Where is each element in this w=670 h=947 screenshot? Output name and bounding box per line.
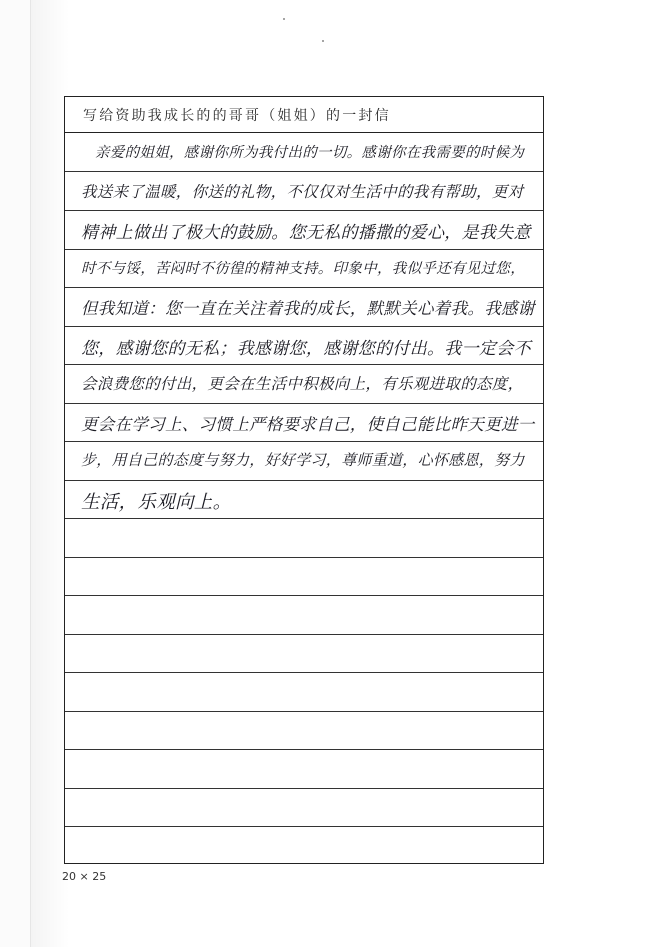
rule-line xyxy=(65,749,543,750)
letter-line: 生活，乐观向上。 xyxy=(81,492,232,513)
writing-grid xyxy=(64,96,544,864)
scan-speck xyxy=(322,40,324,42)
letter-line: 更会在学习上、习惯上严格要求自己，使自己能比昨天更进一 xyxy=(81,415,535,434)
rule-line xyxy=(65,287,543,288)
letter-line: 会浪费您的付出，更会在生活中积极向上，有乐观进取的态度， xyxy=(81,375,524,393)
letter-line: 但我知道：您一直在关注着我的成长，默默关心着我。我感谢 xyxy=(81,299,535,318)
grid-size-label: 20 × 25 xyxy=(62,870,107,883)
rule-line xyxy=(65,672,543,673)
rule-line xyxy=(65,557,543,558)
rule-line xyxy=(65,403,543,404)
letter-line: 时不与馁，苦闷时不彷徨的精神支持。印象中，我似乎还有见过您， xyxy=(81,261,525,277)
rule-line xyxy=(65,634,543,635)
letter-line: 步，用自己的态度与努力，好好学习，尊师重道，心怀感恩，努力 xyxy=(81,451,525,469)
rule-line xyxy=(65,249,543,250)
letter-title: 写给资助我成长的的哥哥（姐姐）的一封信 xyxy=(83,107,391,124)
rule-line xyxy=(65,788,543,789)
scan-speck xyxy=(283,18,285,20)
rule-line xyxy=(65,826,543,827)
rule-line xyxy=(65,210,543,211)
rule-line xyxy=(65,171,543,172)
rule-line xyxy=(65,595,543,596)
letter-line: 我送来了温暖，你送的礼物，不仅仅对生活中的我有帮助，更对 xyxy=(81,183,524,201)
rule-line xyxy=(65,480,543,481)
rule-line xyxy=(65,441,543,442)
rule-line xyxy=(65,711,543,712)
title-row xyxy=(65,97,543,133)
letter-line: 精神上做出了极大的鼓励。您无私的播撒的爱心，是我失意 xyxy=(81,223,531,243)
letter-line: 您，感谢您的无私；我感谢您，感谢您的付出。我一定会不 xyxy=(81,339,531,359)
rule-line xyxy=(65,364,543,365)
letter-line: 亲爱的姐姐，感谢你所为我付出的一切。感谢你在我需要的时候为 xyxy=(95,145,525,161)
rule-line xyxy=(65,326,543,327)
rule-line xyxy=(65,518,543,519)
